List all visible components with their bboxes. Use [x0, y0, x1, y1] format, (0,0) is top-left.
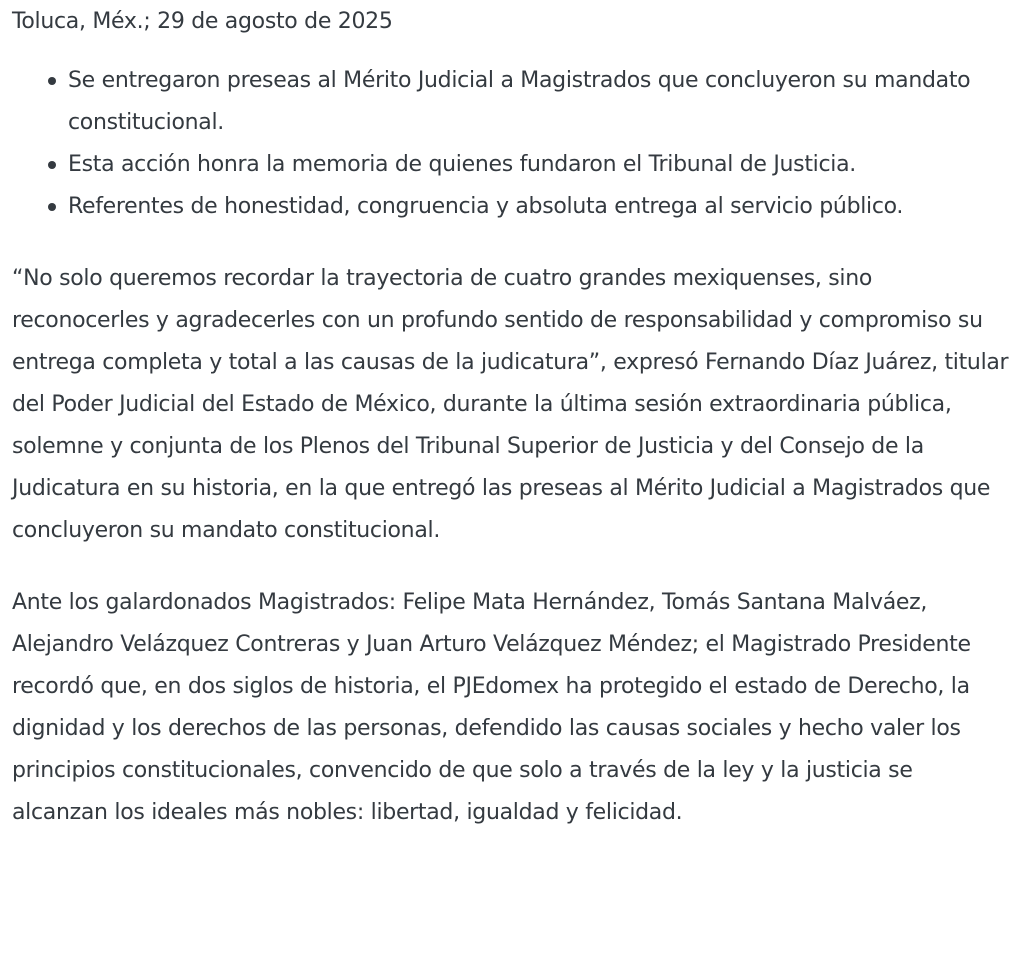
body-paragraph-awardees: Ante los galardonados Magistrados: Felipe Mata Hernández, Tomás Santana Malváez, Alejandro Velázquez Contreras y Juan Arturo Velázquez Méndez; el Magistrado Presidente recordó que, en dos siglos de historia, el PJEdomex ha protegido el estado de Derecho, la dignidad y los derechos de las personas, defendido las causas sociales y hecho valer los principios constitucionales, convencido de que solo a través de la ley y la justicia se alcanzan los ideales más nobles: libertad, igualdad y felicidad.	[12, 590, 971, 825]
highlight-item	[68, 144, 1012, 186]
bullet-icon	[48, 161, 56, 169]
highlight-text: Esta acción honra la memoria de quienes fundaron el Tribunal de Justicia.	[68, 152, 856, 177]
highlight-text: Se entregaron preseas al Mérito Judicial a Magistrados que concluyeron su mandato constitucional.	[68, 68, 971, 135]
bullet-icon	[48, 203, 56, 211]
body-paragraph-quote: “No solo queremos recordar la trayectoria de cuatro grandes mexiquenses, sino reconocerles y agradecerles con un profundo sentido de responsabilidad y compromiso su entrega completa y total a las causas de la judicatura”, expresó Fernando Díaz Juárez, titular del Poder Judicial del Estado de México, durante la última sesión extraordinaria pública, solemne y conjunta de los Plenos del Tribunal Superior de Justicia y del Consejo de la Judicatura en su historia, en la que entregó las preseas al Mérito Judicial a Magistrados que concluyeron su mandato constitucional.	[12, 266, 1009, 543]
highlight-text: Referentes de honestidad, congruencia y absoluta entrega al servicio público.	[68, 194, 904, 219]
highlight-item	[68, 60, 1012, 144]
dateline: Toluca, Méx.; 29 de agosto de 2025	[12, 9, 393, 34]
highlight-item	[68, 186, 1012, 228]
bullet-icon	[48, 77, 56, 85]
highlights-list	[12, 60, 1012, 228]
